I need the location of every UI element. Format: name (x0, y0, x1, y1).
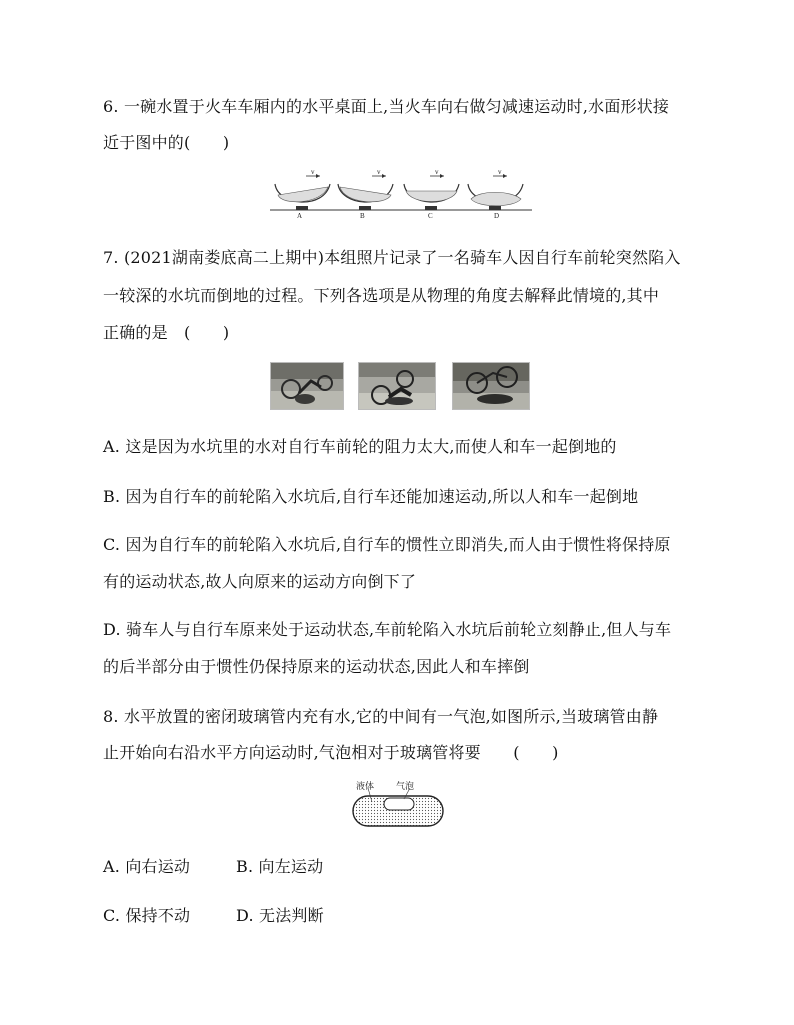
q7-photo-3 (452, 362, 530, 410)
q7-option-d-line2: 的后半部分由于惯性仍保持原来的运动状态,因此人和车摔倒 (103, 657, 530, 676)
bowl-a-velocity-label: v (311, 168, 315, 176)
q7-option-c-line1: C. 因为自行车的前轮陷入水坑后,自行车的惯性立即消失,而人由于惯性将保持原 (103, 535, 671, 554)
air-bubble (384, 798, 414, 810)
q6-stem-line1: 6. 一碗水置于火车车厢内的水平桌面上,当火车向右做匀减速运动时,水面形状接 (103, 97, 670, 116)
q7-option-c-line2: 有的运动状态,故人向原来的运动方向倒下了 (103, 572, 417, 591)
bowl-c (404, 174, 459, 210)
q8-option-c: C. 保持不动 (103, 906, 191, 925)
bowl-d (468, 174, 523, 210)
q8-stem-line2: 止开始向右沿水平方向运动时,气泡相对于玻璃管将要 ( ) (103, 743, 559, 762)
q7-option-d-line1: D. 骑车人与自行车原来处于运动状态,车前轮陷入水坑后前轮立刻静止,但人与车 (103, 620, 672, 639)
q7-stem-line3: 正确的是 ( ) (103, 323, 230, 342)
q8-option-b: B. 向左运动 (236, 857, 324, 876)
bowl-c-velocity-label: v (435, 168, 439, 176)
liquid-label: 液体 (356, 782, 375, 792)
bowl-b-velocity-label: v (377, 168, 381, 176)
bowl-a (275, 174, 330, 210)
q7-stem-line2: 一较深的水坑而倒地的过程。下列各选项是从物理的角度去解释此情境的,其中 (103, 286, 660, 305)
bubble-label: 气泡 (396, 782, 415, 792)
bowl-a-label: A (297, 212, 303, 220)
q8-option-a: A. 向右运动 (103, 857, 191, 876)
bowl-b-label: B (360, 212, 365, 220)
q8-option-d: D. 无法判断 (236, 906, 324, 925)
bowl-c-label: C (428, 212, 433, 220)
q7-photo-2 (358, 362, 436, 410)
q8-tube-figure (352, 788, 444, 830)
q7-option-a: A. 这是因为水坑里的水对自行车前轮的阻力太大,而使人和车一起倒地的 (103, 437, 617, 456)
q6-stem-line2: 近于图中的( ) (103, 133, 230, 152)
q7-stem-line1: 7. (2021湖南娄底高二上期中)本组照片记录了一名骑车人因自行车前轮突然陷入 (103, 248, 681, 267)
q6-bowls-figure (270, 168, 532, 222)
bowl-b (338, 174, 393, 210)
q7-photo-1 (270, 362, 344, 410)
bowl-d-label: D (494, 212, 500, 220)
q8-stem-line1: 8. 水平放置的密闭玻璃管内充有水,它的中间有一气泡,如图所示,当玻璃管由静 (103, 707, 659, 726)
q7-option-b: B. 因为自行车的前轮陷入水坑后,自行车还能加速运动,所以人和车一起倒地 (103, 487, 639, 506)
bowl-d-velocity-label: v (498, 168, 502, 176)
